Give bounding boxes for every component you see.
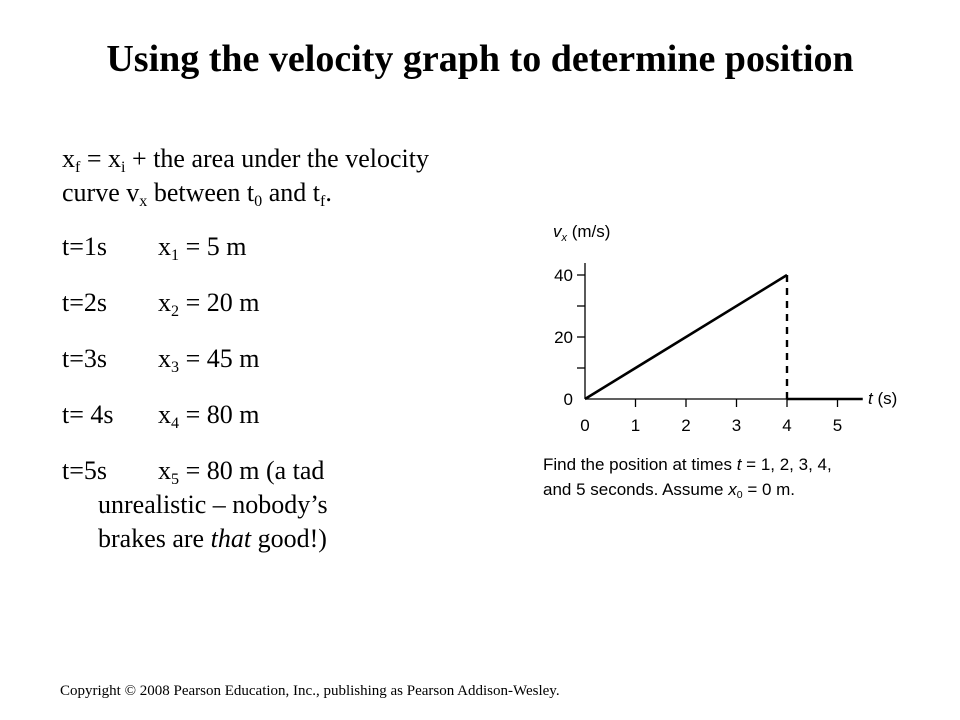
position-value (158, 286, 259, 320)
x-tick-label: 2 (681, 416, 691, 435)
body-text (62, 142, 482, 556)
caption-var-x: x (728, 480, 737, 499)
chart-ticks (554, 266, 842, 435)
position-var: x (158, 288, 171, 317)
copyright-notice: Copyright © 2008 Pearson Education, Inc., publishing as Pearson Addison-Wesley. (60, 683, 560, 699)
position-var: x (158, 456, 171, 485)
time-label: t=2s (62, 288, 108, 317)
position-value (158, 398, 259, 432)
x-tick-label: 0 (580, 416, 590, 435)
y-axis-label-unit: (m/s) (567, 222, 611, 241)
y-tick-label: 20 (554, 328, 573, 347)
x-tick-label: 1 (630, 416, 641, 435)
x-axis-label (868, 389, 897, 408)
formula-eq1: = x (80, 144, 122, 173)
position-value (158, 454, 324, 488)
formula-tf-sub: f (319, 192, 326, 210)
position-sub: 2 (171, 302, 180, 320)
caption-pre-2: and 5 seconds. Assume (543, 480, 729, 499)
position-var: x (158, 344, 171, 373)
position-row (62, 398, 482, 432)
position-var: x (158, 400, 171, 429)
position-val: = 20 m (179, 288, 260, 317)
velocity-chart (520, 210, 920, 450)
x-axis-label-var: t (868, 389, 873, 408)
position-var: x (158, 232, 171, 261)
formula-t0-sub: 0 (254, 192, 263, 210)
time-label: t=5s (62, 456, 108, 485)
continuation-post: good!) (251, 524, 327, 553)
caption-line-1 (543, 452, 903, 477)
time-label: t=3s (62, 344, 108, 373)
position-sub: 3 (171, 358, 180, 376)
position-value (158, 342, 259, 376)
x-tick-label: 4 (782, 416, 792, 435)
y-axis-label (553, 222, 610, 244)
position-sub: 4 (171, 414, 180, 432)
position-row (62, 230, 482, 264)
formula-xi-sub: i (121, 158, 126, 176)
chart-axes (585, 263, 860, 399)
caption-post-2: = 0 m. (742, 480, 796, 499)
position-value (158, 230, 246, 264)
slide-title: Using the velocity graph to determine position (106, 38, 854, 80)
formula-paragraph (62, 142, 482, 210)
position-row (62, 454, 482, 488)
position-row (62, 342, 482, 376)
formula-xf-sub: f (75, 158, 81, 176)
time-label: t= 4s (62, 400, 114, 429)
position-row (62, 286, 482, 320)
formula-xf: x (62, 144, 75, 173)
chart-series (585, 275, 863, 399)
formula-vx-sub: x (139, 192, 148, 210)
x-axis-label-unit: (s) (872, 389, 898, 408)
y-tick-label: 40 (554, 266, 573, 285)
formula-eq3: between t (147, 178, 255, 207)
y-axis-label-var: v (553, 222, 562, 241)
x-tick-label: 3 (731, 416, 742, 435)
caption-post-1: = 1, 2, 3, 4, (741, 455, 832, 474)
position-val: = 45 m (179, 344, 260, 373)
formula-eq5: . (325, 178, 332, 207)
formula-eq2: + the area under the velocity curve v (62, 144, 429, 207)
caption-var-t: t (736, 455, 742, 474)
continuation-line-2 (98, 522, 482, 556)
x-tick-label: 5 (832, 416, 843, 435)
caption-line-2 (543, 477, 903, 502)
continuation-text (62, 488, 482, 556)
formula-eq4: and t (262, 178, 320, 207)
position-val: = 80 m (a tad (179, 456, 325, 485)
position-val: = 80 m (179, 400, 260, 429)
figure-caption (543, 452, 903, 502)
y-tick-label: 0 (563, 390, 573, 409)
continuation-line-1: unrealistic – nobody’s (98, 490, 328, 519)
position-sub: 1 (171, 246, 180, 264)
caption-pre-1: Find the position at times (543, 455, 737, 474)
y-axis-label-sub: x (561, 232, 567, 244)
time-label: t=1s (62, 232, 108, 261)
continuation-pre: brakes are (98, 524, 211, 553)
velocity-segment (585, 275, 787, 399)
continuation-emphasis: that (210, 524, 252, 553)
position-sub: 5 (171, 470, 180, 488)
caption-sub-0: 0 (736, 489, 743, 502)
position-val: = 5 m (179, 232, 247, 261)
